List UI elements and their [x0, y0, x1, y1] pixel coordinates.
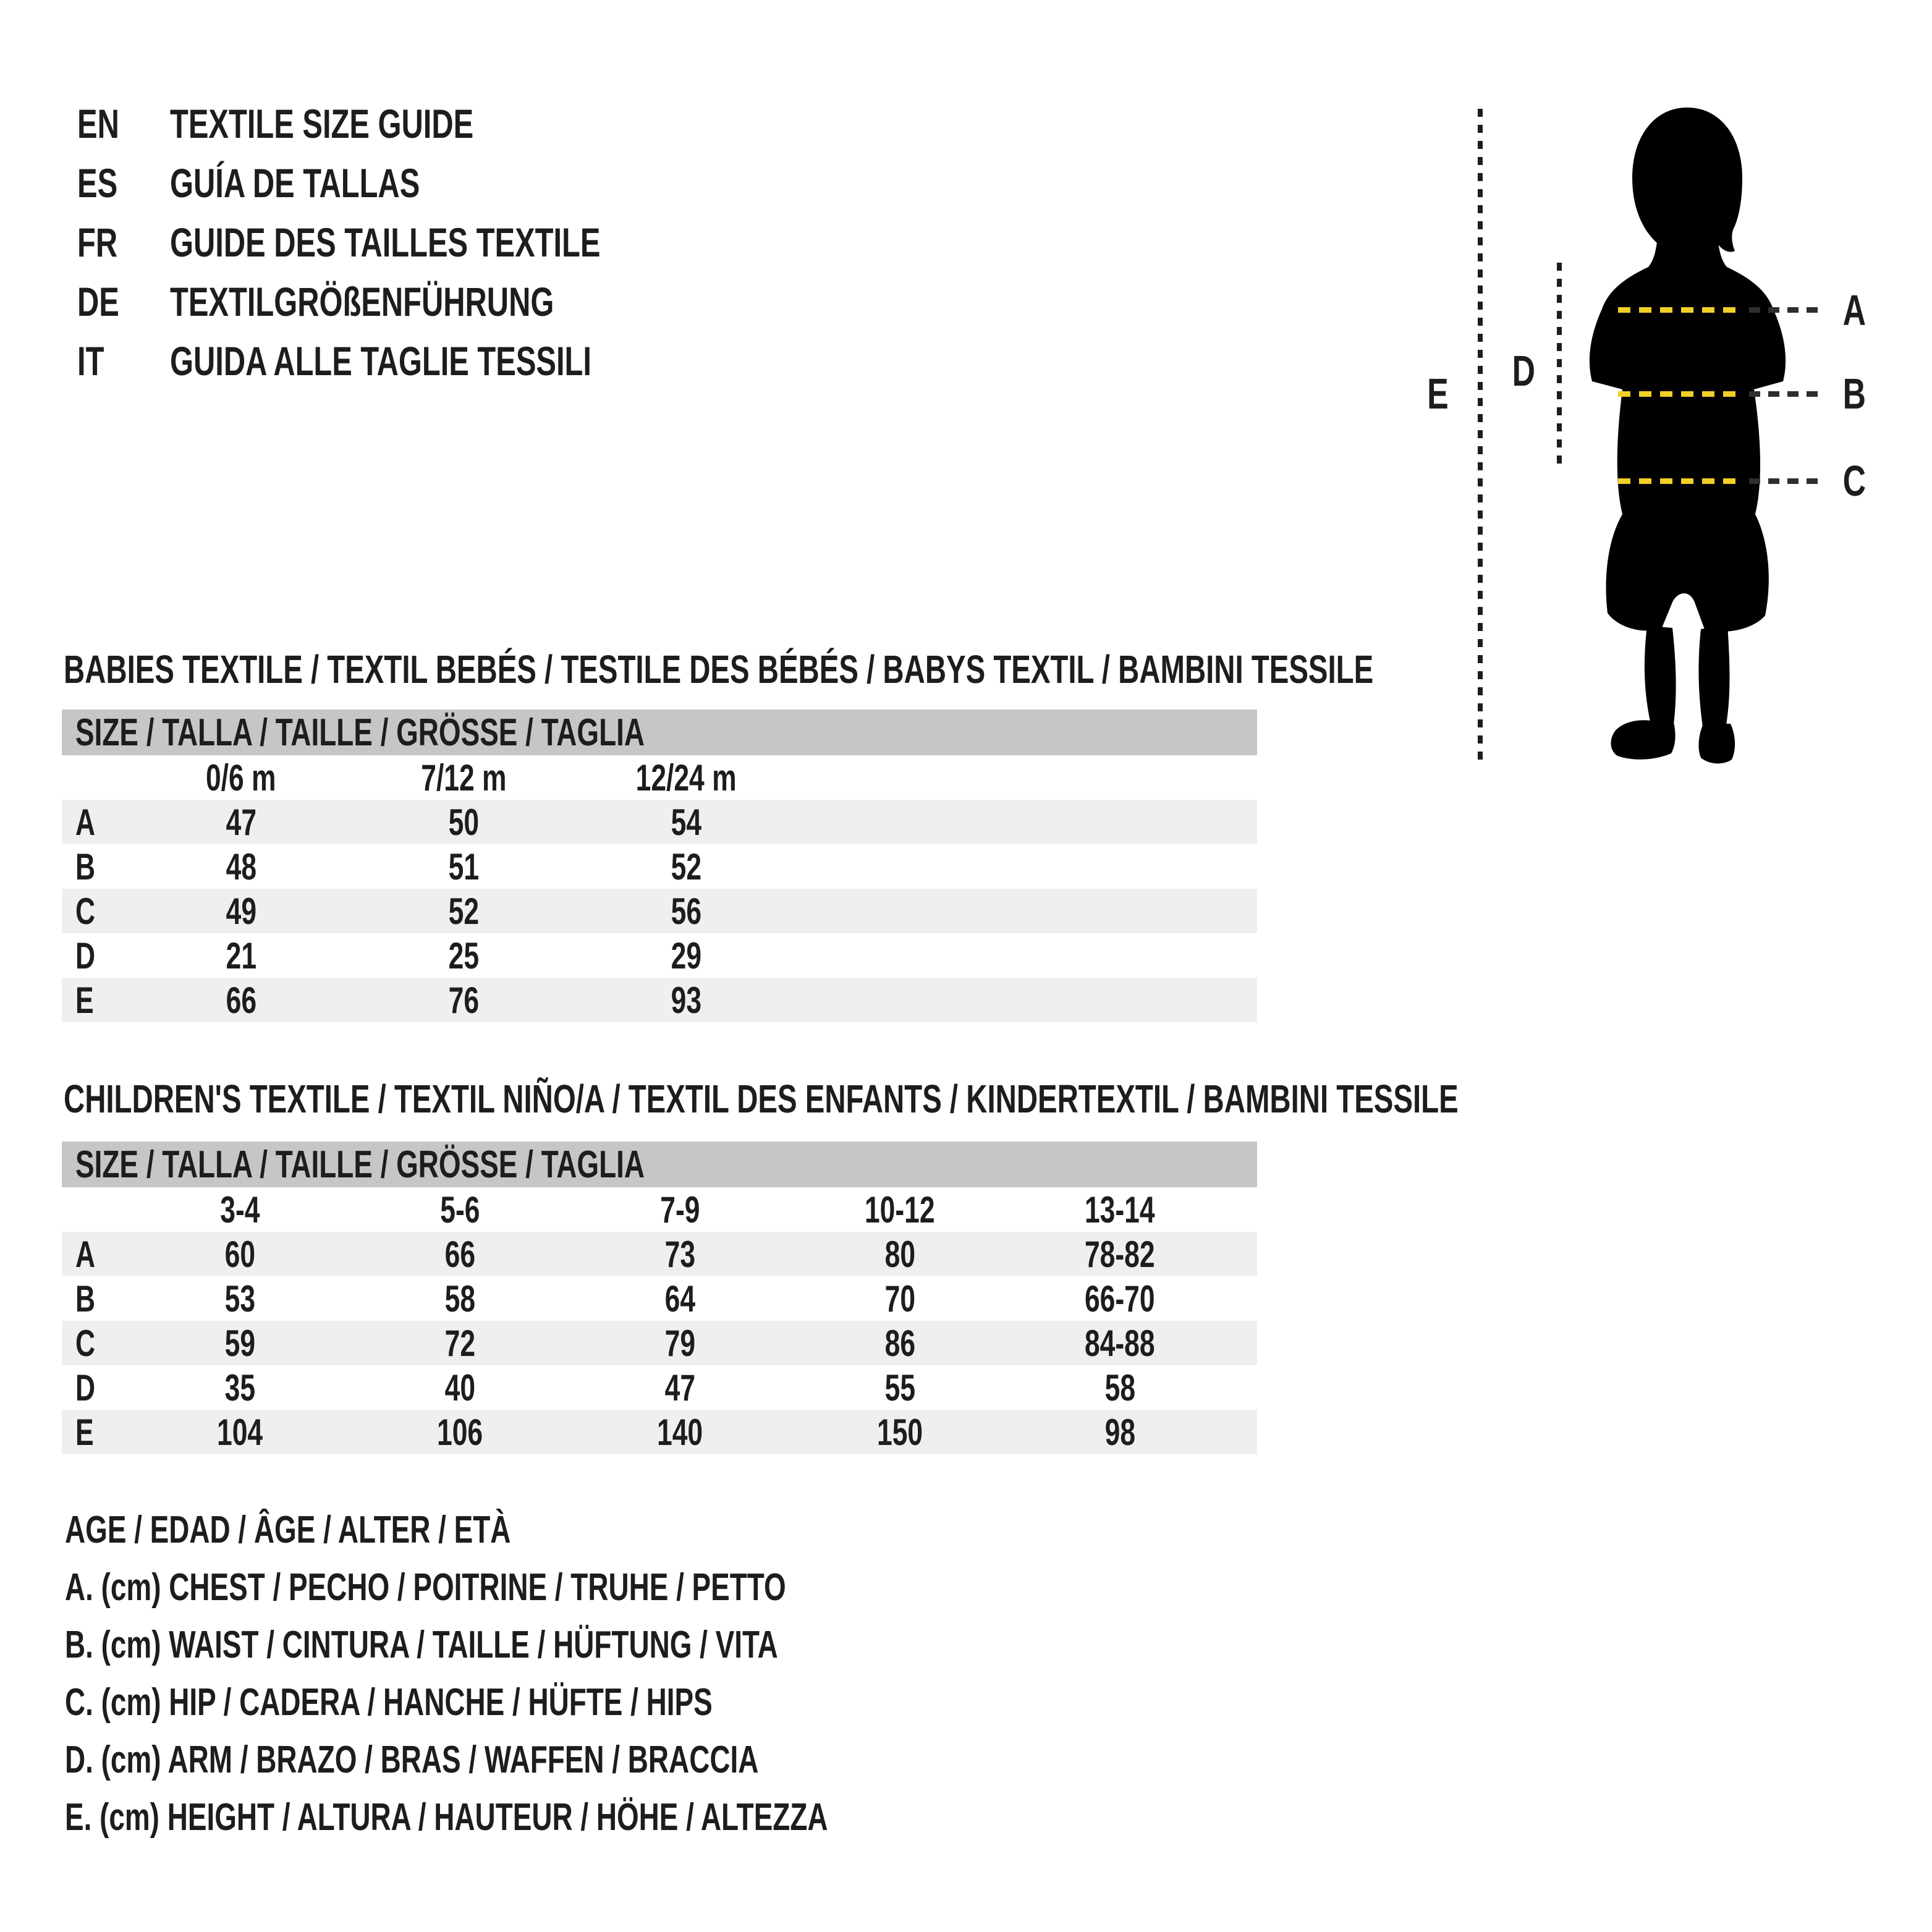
lang-code-it: IT [77, 338, 104, 384]
lang-row-en [77, 94, 752, 153]
title-en: TEXTILE SIZE GUIDE [170, 101, 474, 146]
figure-label-c: C [1842, 457, 1866, 505]
children-col-1: 5-6 [439, 1188, 480, 1231]
children-row-c: C 59 72 79 86 84-88 [62, 1321, 1257, 1365]
hip-leader-dash-c [1749, 478, 1822, 484]
children-col-0: 3-4 [219, 1188, 260, 1231]
babies-col-0: 0/6 m [206, 756, 276, 799]
children-row-b: B 53 58 64 70 66-70 [75, 1277, 1155, 1320]
waist-leader-dash-b [1749, 391, 1822, 397]
legend-chest: A. (cm) CHEST / PECHO / POITRINE / TRUHE / PETTO [65, 1566, 786, 1609]
babies-col-2: 12/24 m [635, 756, 737, 799]
children-size-header-bar: SIZE / TALLA / TAILLE / GRÖSSE / TAGLIA [62, 1142, 1257, 1187]
title-fr: GUIDE DES TAILLES TEXTILE [170, 219, 601, 265]
lang-code-en: EN [77, 101, 119, 146]
measurement-legend [65, 1501, 1096, 1846]
babies-row-d: D 21 25 29 [75, 934, 701, 977]
children-size-table [62, 1142, 1257, 1454]
title-it: GUIDA ALLE TAGLIE TESSILI [170, 338, 591, 384]
babies-row-c: C 49 52 56 [62, 889, 1257, 933]
figure-label-d: D [1512, 347, 1535, 395]
language-title-list [77, 94, 752, 391]
figure-label-e: E [1427, 370, 1449, 418]
title-es: GUÍA DE TALLAS [170, 160, 420, 206]
children-col-2: 7-9 [659, 1188, 700, 1231]
babies-section-title: BABIES TEXTILE / TEXTIL BEBÉS / TESTILE DES BÉBÉS / BABYS TEXTIL / BAMBINI TESSILE [64, 647, 1374, 692]
legend-hip: C. (cm) HIP / CADERA / HANCHE / HÜFTE / HIPS [65, 1681, 713, 1724]
children-row-a: A 60 66 73 80 78-82 [62, 1232, 1257, 1276]
hip-measure-dash-c [1618, 478, 1740, 484]
babies-row-a: A 47 50 54 [62, 800, 1257, 844]
children-row-e: E 104 106 140 150 98 [62, 1410, 1257, 1454]
lang-row-it [77, 331, 752, 391]
babies-row-e: E 66 76 93 [62, 978, 1257, 1022]
figure-label-a: A [1842, 286, 1866, 334]
babies-size-table [62, 710, 1257, 1022]
lang-code-es: ES [77, 160, 118, 206]
lang-row-es [77, 153, 752, 213]
lang-code-fr: FR [77, 219, 118, 265]
children-section-title: CHILDREN'S TEXTILE / TEXTIL NIÑO/A / TEXTIL DES ENFANTS / KINDERTEXTIL / BAMBINI TESSILE [64, 1077, 1459, 1121]
babies-row-b: B 48 51 52 [75, 845, 701, 888]
lang-row-de [77, 272, 752, 331]
legend-arm: D. (cm) ARM / BRAZO / BRAS / WAFFEN / BRACCIA [65, 1739, 759, 1781]
children-column-header-row [62, 1187, 1257, 1232]
legend-age: AGE / EDAD / ÂGE / ALTER / ETÀ [65, 1509, 511, 1551]
lang-row-fr [77, 213, 752, 272]
legend-height: E. (cm) HEIGHT / ALTURA / HAUTEUR / HÖHE / ALTEZZA [65, 1796, 828, 1839]
babies-col-1: 7/12 m [420, 756, 507, 799]
children-col-3: 10-12 [865, 1188, 935, 1231]
babies-column-header-row [62, 755, 1257, 800]
lang-code-de: DE [77, 279, 119, 324]
babies-size-header-bar: SIZE / TALLA / TAILLE / GRÖSSE / TAGLIA [62, 710, 1257, 755]
children-col-4: 13-14 [1085, 1188, 1155, 1231]
chest-leader-dash-a [1749, 307, 1822, 313]
legend-waist: B. (cm) WAIST / CINTURA / TAILLE / HÜFTUNG / VITA [65, 1624, 778, 1666]
waist-measure-dash-b [1618, 391, 1740, 397]
children-row-d: D 35 40 47 55 58 [75, 1366, 1135, 1409]
figure-label-b: B [1842, 370, 1866, 418]
chest-measure-dash-a [1618, 307, 1740, 313]
title-de: TEXTILGRÖßENFÜHRUNG [170, 279, 554, 324]
arm-measure-line-d [1557, 263, 1562, 470]
